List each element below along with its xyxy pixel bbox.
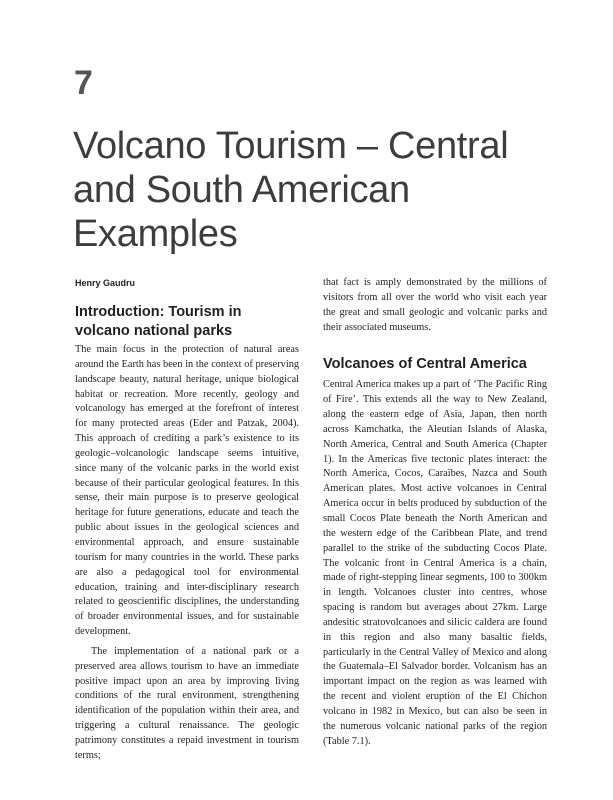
body-paragraph: The implementation of a national park or a preserved area allows tourism to have an immediate positive impact upon an area by improving living conditions of the rural environment, strengthening identification of the population within their area, and triggering a cultural renaissance. The geologic patrimony constitutes a repaid investment in tourism terms;: [75, 645, 299, 761]
right-column: [323, 276, 547, 749]
body-paragraph: Central America makes up a part of ‘The Pacific Ring of Fire’. This extends all the way to New Zealand, along the eastern edge of Asia, Japan, then north across Kamchatka, the Aleutian Islands of Alaska, North America, Central and South America (Chapter 1). In the Americas five tectonic plates interact: the North America, Cocos, Caraïbes, Nazca and South American plates. Most active volcanoes in Central America occur in belts produced by subduction of the small Cocos Plate beneath the North American and the western edge of the Caribbean Plate, and trend parallel to the strike of the subducting Cocos Plate. The volcanic front in Central America is a chain, made of right-stepping linear segments, 100 to 300km in length. Volcanoes cluster into centres, whose spacing is random but averages about 27km. Large andesitic stratovolcanoes and silicic caldera are found in this region and also many basaltic fields, particularly in the Central Valley of Mexico and along the Guatemala–El Salvador border. Volcanism has an important impact on the region as was learned with the recent and violent eruption of the El Chichon volcano in 1982 in Mexico, but can also be seen in the numerous volcanic national parks of the region (Table 7.1).: [323, 379, 547, 747]
body-paragraph-continued: that fact is amply demonstrated by the millions of visitors from all over the world who visit each year the great and small geologic and volcanic parks and their associated museums.: [323, 277, 547, 333]
body-paragraph: The main focus in the protection of natural areas around the Earth has been in the context of preserving landscape beauty, natural heritage, unique biological habitat or recreation. More recently, geology and volcanology has emerged at the forefront of interest for many protected areas (Eder and Patzak, 2004). This approach of crediting a park’s existence to its geologic–volcanologic landscape seems intuitive, since many of the volcanic parks in the world exist because of their particular geological features. In this sense, their main purpose is to preserve geological heritage for future generations, educate and teach the public about issues in the geological sciences and environmental approach, and ensure sustainable tourism for many countries in the world. These parks are also a pedagogical tool for environmental education, training and inter-disciplinary research related to geoscientific disciplines, the understanding of broader environmental issues, and for sustainable development.: [75, 344, 299, 638]
chapter-title: Volcano Tourism – Central and South American Examples: [73, 125, 509, 255]
left-column: [75, 277, 299, 764]
author-name: Henry Gaudru: [75, 278, 136, 288]
section-heading-introduction: Introduction: Tourism in volcano national parks: [75, 304, 242, 339]
section-heading-central-america: Volcanoes of Central America: [323, 356, 527, 373]
chapter-number: 7: [74, 64, 93, 102]
